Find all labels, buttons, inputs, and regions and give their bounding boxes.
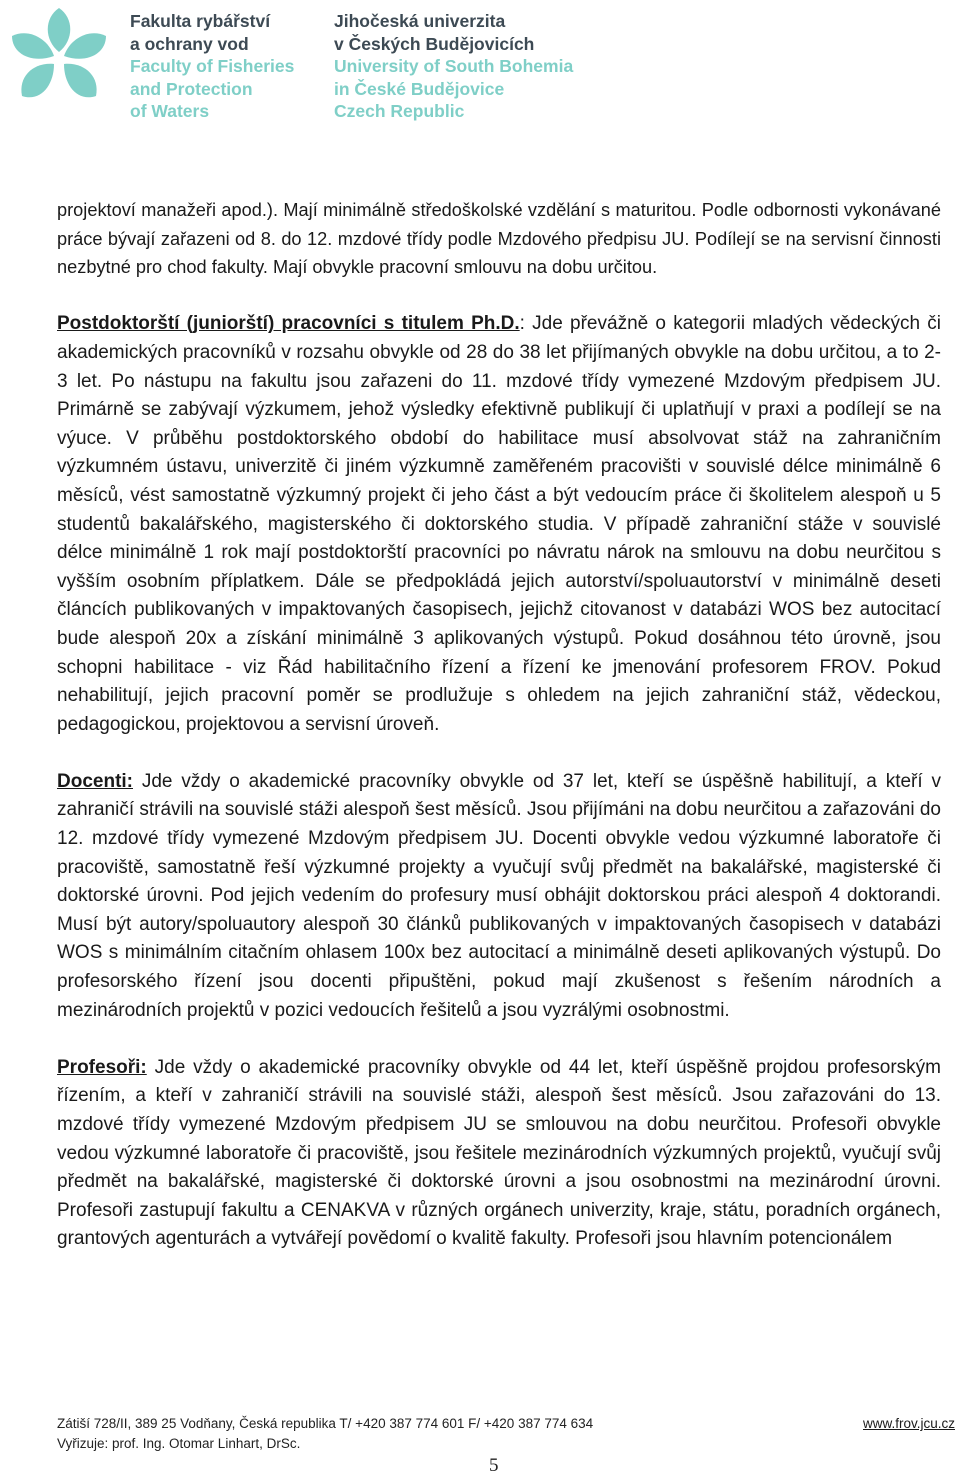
- document-body: [57, 196, 941, 1283]
- page-number: 5: [489, 1455, 499, 1476]
- paragraph-professors: [57, 1054, 941, 1254]
- faculty-name-en-line1: Faculty of Fisheries: [130, 56, 295, 76]
- faculty-name-cz-line1: Fakulta rybářství: [130, 11, 271, 31]
- university-name-block: [334, 10, 573, 123]
- heading-professors: Profesoři:: [57, 1056, 147, 1078]
- text-docents: Jde vždy o akademické pracovníky obvykle od 37 let, kteří se úspěšně habilitují, a kteří v zahraničí strávili na souvislé stáži alespoň šest měsíců. Jsou přijímáni na dobu neurčitou a zařazováni do 12. mzdové třídy vymezené Mzdovým předpisem JU. Docenti obvykle vedou výzkumné laboratoře či pracoviště, samostatně řeší výzkumné projekty a vyučují svůj předmět na bakalářské, magisterské či doktorské úrovni. Pod jejich vedením do profesury musí obhájit doktorskou práci alespoň 4 doktorandi. Musí být autory/spoluautory alespoň 30 článků publikovaných v impaktovaných časopisech v databázi WOS s minimálním citačním ohlasem 100x bez autocitací a minimálně deseti aplikovaných výstupů. Do profesorského řízení jsou docenti připuštěni, pokud mají zkušenost s řešením národních a mezinárodních projektů v pozici vedoucích řešitelů a jsou vyzrálými osobnostmi.: [57, 770, 941, 1021]
- heading-docents: Docenti:: [57, 770, 133, 792]
- faculty-name-en-line3: of Waters: [130, 101, 210, 121]
- footer-address: Zátiší 728/II, 389 25 Vodňany, Česká republika T/ +420 387 774 601 F/ +420 387 774 634: [57, 1416, 594, 1431]
- footer-contact: Vyřizuje: prof. Ing. Otomar Linhart, DrSc.: [57, 1436, 301, 1451]
- faculty-name-cz-line2: a ochrany vod: [130, 33, 249, 54]
- text-professors: Jde vždy o akademické pracovníky obvykle od 44 let, kteří úspěšně projdou profesorským řízením, a kteří v zahraničí strávili na souvislé stáži, alespoň šest měsíců. Jsou zařazováni do 13. mzdové třídy vymezené Mzdovým předpisem JU se smlouvou na dobu neurčitou. Profesoři obvykle vedou výzkumné laboratoře či pracoviště, jsou řešitele mezinárodních výzkumných projektů, vyučují svůj předmět na bakalářské, magisterské či doktorské úrovni a jsou osobnostmi na mezinárodní úrovni. Profesoři zastupují fakultu a CENAKVA v různých orgánech univerzity, kraje, státu, poradních orgánech, grantových agenturách a vytvářejí povědomí o kvalitě fakulty. Profesoři jsou hlavním potencionálem: [57, 1056, 941, 1250]
- university-name-en-line3: Czech Republic: [334, 101, 465, 121]
- logo-petal-right-bottom: [64, 64, 97, 97]
- logo-petal-right-top: [64, 33, 106, 59]
- paragraph-postdocs: [57, 310, 941, 739]
- paragraph-staff: projektoví manažeři apod.). Mají minimálně středoškolské vzdělání s maturitou. Podle odbornosti vykonávané práce bývají zařazeni od 8. do 12. mzdové třídy podle Mzdového předpisu JU. Podílejí se na servisní činnosti nezbytné pro chod fakulty. Mají obvykle pracovní smlouvu na dobu určitou.: [57, 200, 941, 278]
- university-name-cz-line2: v Českých Budějovicích: [334, 33, 535, 54]
- text-postdocs: : Jde převážně o kategorii mladých vědeckých či akademických pracovníků v rozsahu obvykle od 28 do 38 let přijímaných obvykle na dobu určitou, a to 2-3 let. Po nástupu na fakultu jsou zařazeni do 11. mzdové třídy vymezené Mzdovým předpisem JU. Primárně se zabývají výzkumem, jehož výsledky efektivně publikují či uplatňují v praxi a podílejí se na výuce. V průběhu postdoktorského období do habilitace musí absolvovat stáž na zahraničním výzkumném ústavu, univerzitě či jiném výzkumně zaměřeném pracovišti v souvislé délce minimálně 6 měsíců, vést samostatně výzkumný projekt či jeho část a být vedoucím práce či školitelem alespoň u 5 studentů bakalářského, magisterského či doktorského studia. V případě zahraniční stáže v souvislé délce minimálně 1 rok mají postdoktorští pracovníci po návratu nárok na smlouvu na dobu neurčitou s vyšším osobním příplatkem. Dále se předpokládá jejich autorství/spoluautorství v minimálně deseti článcích publikovaných v impaktovaných časopisech, jejichž citovanost v databázi WOS bez autocitací bude alespoň 20x a získání minimálně 3 aplikovaných výstupů. Pokud dosáhnou této úrovně, jsou schopni habilitace - viz Řád habilitačního řízení a řízení ke jmenování profesorem FROV. Pokud nehabilitují, jejich pracovní poměr se prodlužuje s ohledem na jejich zahraniční stáž, vědeckou, pedagogickou, projektovou a servisní úroveň.: [57, 313, 941, 735]
- logo-petal-left-top: [12, 33, 54, 59]
- logo-petal-top: [48, 8, 71, 52]
- logo-petal-left-bottom: [21, 64, 54, 97]
- university-name-en-line2: in České Budějovice: [334, 78, 505, 99]
- logo-center: [56, 57, 63, 64]
- university-logo-icon: [4, 4, 114, 114]
- footer-address-line: [57, 1416, 955, 1431]
- footer-website-link[interactable]: www.frov.jcu.cz: [862, 1416, 955, 1431]
- university-name-cz-line1: Jihočeská univerzita: [334, 11, 506, 31]
- faculty-name-block: [130, 10, 294, 123]
- heading-postdocs: Postdoktorští (juniorští) pracovníci s titulem Ph.D.: [57, 313, 520, 335]
- paragraph-docents: [57, 768, 941, 1025]
- faculty-name-en-line2: and Protection: [130, 78, 253, 99]
- university-name-en-line1: University of South Bohemia: [334, 56, 574, 76]
